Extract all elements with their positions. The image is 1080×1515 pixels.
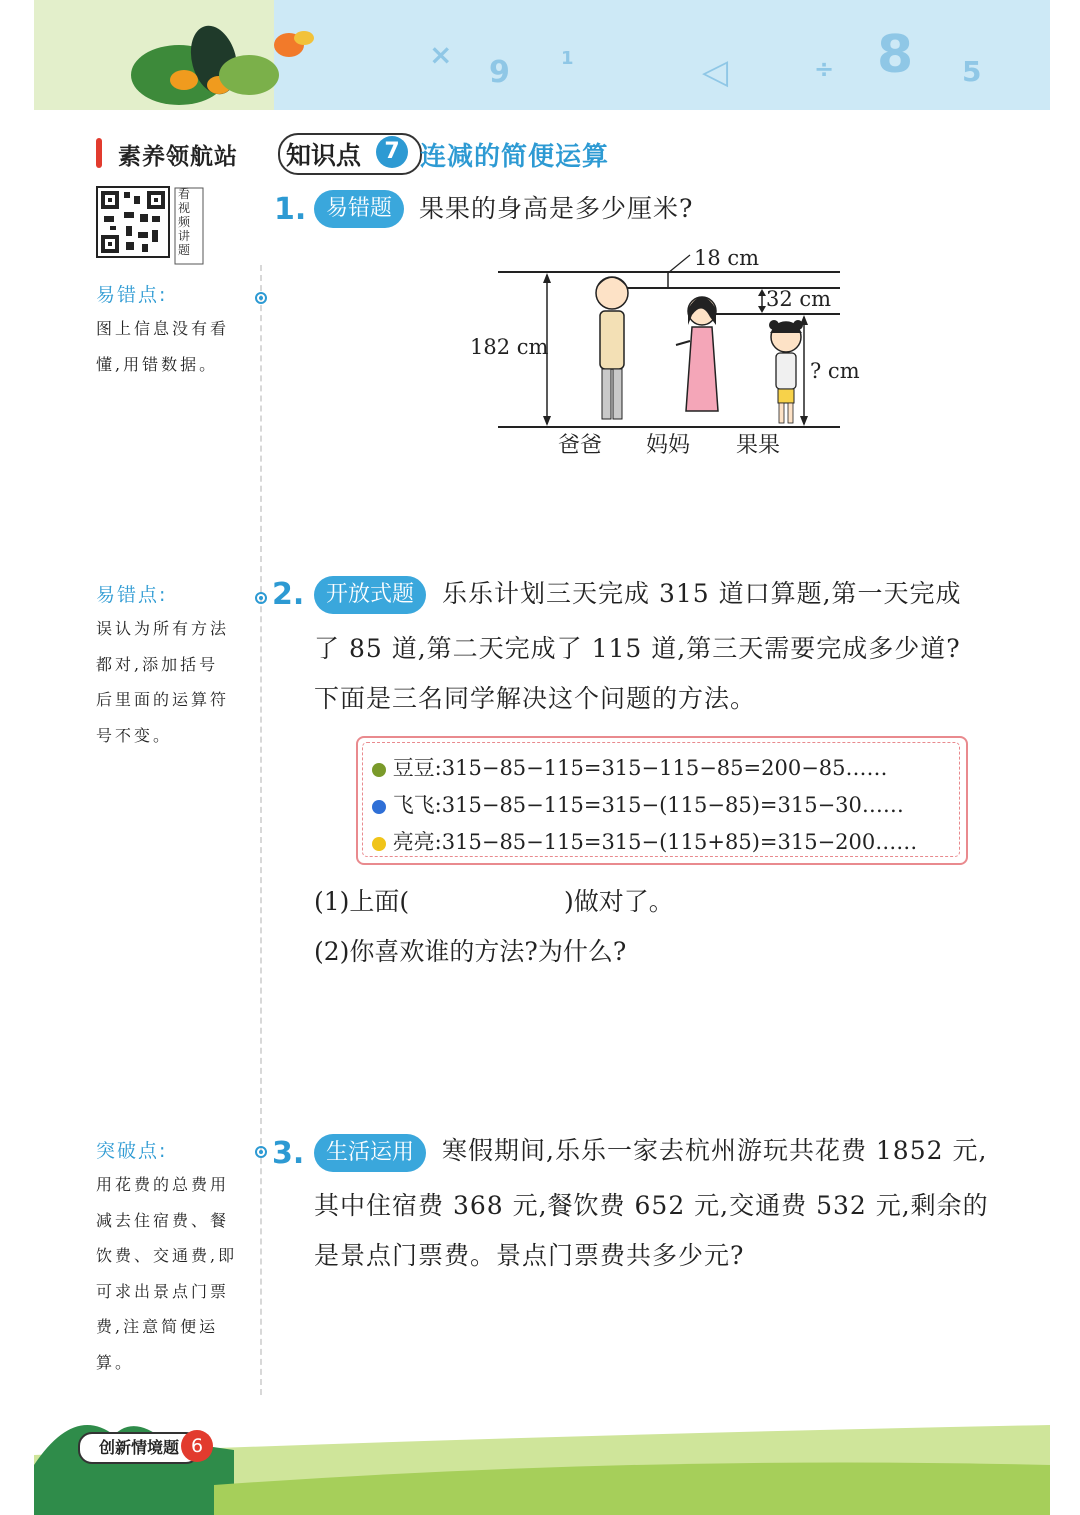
dad-figure-icon [596,277,628,419]
sidebar-note-text: 误认为所有方法 都对,添加括号 后里面的运算符 号不变。 [96,619,230,745]
figure-name: 妈妈 [646,433,691,458]
qr-caption: 看 视 频 讲 题 [178,187,191,257]
leaf-decoration-icon [124,20,354,110]
bullet-icon [372,837,386,851]
bullet-icon [372,800,386,814]
method-row: 飞飞:315−85−115=315−(115−85)=315−30…… [372,787,917,824]
question-number: 1. [274,192,307,227]
sub-question-prefix: (1)上面( [314,887,410,916]
answer-blank-field[interactable] [436,884,562,914]
topic-title: 连减的简便运算 [420,142,610,172]
decor-glyph: × [429,38,453,71]
section-title: 素养领航站 [118,144,238,170]
question-tag: 易错题 [314,190,404,228]
mom-figure-icon [676,297,718,411]
methods-list [372,750,917,861]
question-tag: 开放式题 [314,576,426,614]
question-text: 寒假期间,乐乐一家去杭州游玩共花费 1852 元, 其中住宿费 368 元,餐饮费 652 元,交通费 532 元,剩余的 是景点门票费。景点门票费共多少元? [314,1136,989,1270]
sidebar-note-title: 突破点: [96,1140,168,1162]
decor-glyph: 8 [877,25,914,85]
knowledge-label: 知识点 [286,141,362,170]
sidebar-note-text: 图上信息没有看 懂,用错数据。 [96,319,230,374]
figure-label-32: 32 cm [766,287,832,311]
decor-glyph: ◁ [702,52,729,92]
knowledge-number: 7 [376,136,408,168]
figure-name: 爸爸 [558,433,603,458]
sub-question: (2)你喜欢谁的方法?为什么? [314,937,627,966]
sidebar-note-title: 易错点: [96,284,168,306]
sidebar-note [96,280,256,382]
decor-glyph: 1 [561,48,574,69]
sidebar-note-title: 易错点: [96,584,168,606]
question-text: 果果的身高是多少厘米? [419,194,694,223]
figure-name: 果果 [736,433,781,458]
page-sheet [34,0,1050,1515]
sidebar-note-text: 用花费的总费用 减去住宿费、餐 饮费、交通费,即 可求出景点门票 费,注意简便运 算。 [96,1175,238,1372]
section-marker [96,138,102,168]
question-tag: 生活运用 [314,1134,426,1172]
sidebar-note [96,580,256,753]
method-row: 豆豆:315−85−115=315−115−85=200−85…… [372,750,917,787]
figure-label-unknown: ? cm [810,359,860,383]
footer-label: 创新情境题 [78,1432,200,1464]
bullet-dot-icon [254,291,268,305]
bullet-dot-icon [254,591,268,605]
figure-label-18: 18 cm [694,246,760,270]
child-figure-icon [769,320,803,423]
question-number: 2. [272,577,305,612]
bullet-icon [372,763,386,777]
page-number: 6 [181,1430,213,1462]
method-row: 亮亮:315−85−115=315−(115+85)=315−200…… [372,824,917,861]
decor-glyph: 5 [962,55,982,88]
sidebar-note [96,1136,256,1380]
question-text: 乐乐计划三天完成 315 道口算题,第一天完成 了 85 道,第二天完成了 115 道,第三天需要完成多少道? 下面是三名同学解决这个问题的方法。 [314,579,962,713]
bullet-dot-icon [254,1145,268,1159]
column-divider [260,265,262,1395]
methods-box [356,736,968,865]
decor-glyph: 9 [489,55,510,90]
sub-question-suffix: )做对了。 [564,887,674,916]
decor-glyph: ÷ [814,55,835,83]
figure-label-182: 182 cm [470,335,549,359]
question-number: 3. [272,1136,305,1171]
